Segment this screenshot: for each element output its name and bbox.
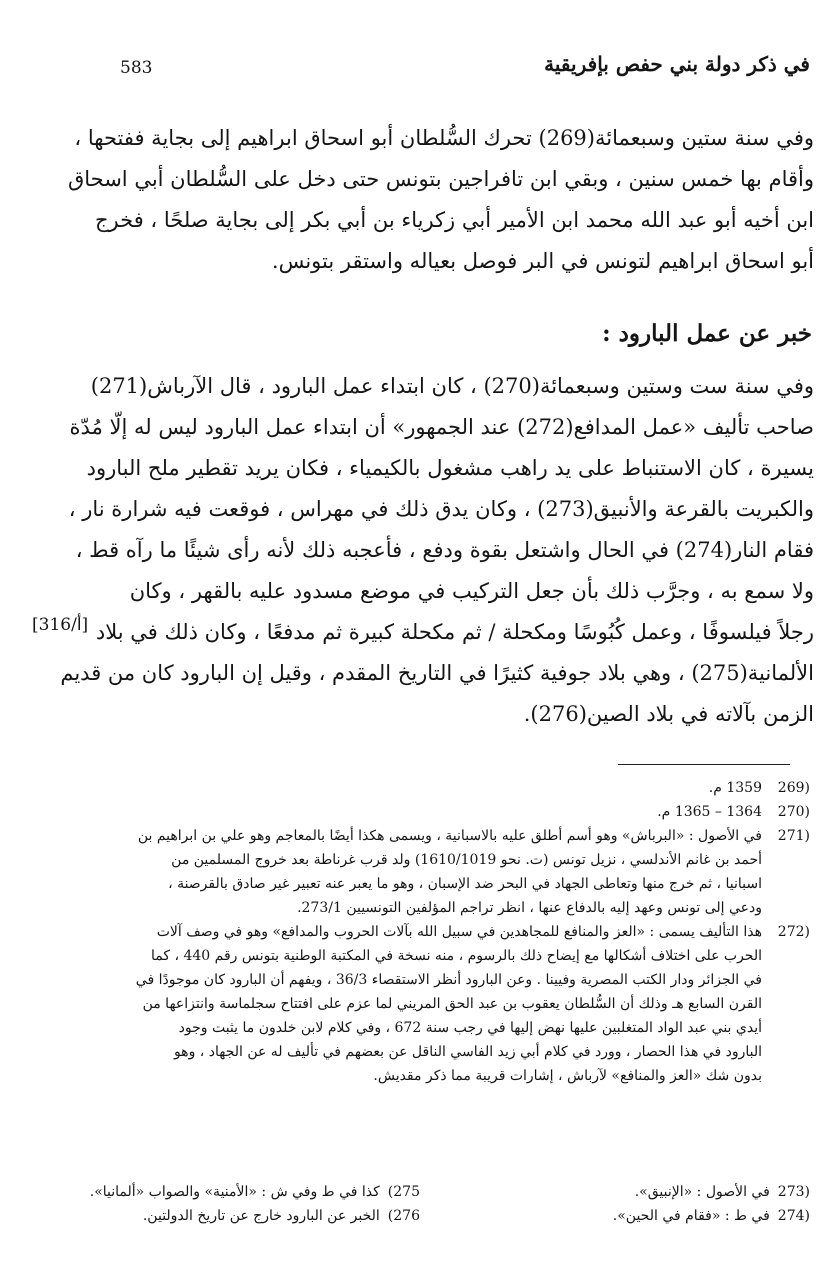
footnote-row: [40, 848, 810, 872]
footnote-text: هذا التأليف يسمى : «العز والمنافع للمجاهدين في سبيل الله بآلات الحروب والمدافع» وهو في وصف آلات: [156, 924, 762, 940]
footnote-text: في الأصول : «الإنبيق».: [634, 1184, 770, 1200]
footnote-row: [40, 992, 810, 1016]
footnote-text: اسبانيا ، ثم خرج منها وتعاطى الجهاد في البحر ضد الإسبان ، وهو ما يعبر عنه تعبير غير صادق بالقرصنة ،: [168, 876, 762, 892]
footnote-number: (272: [777, 924, 810, 940]
footnote-text: بدون شك «العز والمنافع» لآرباش ، إشارات قريبة مما ذكر مقديش.: [373, 1068, 762, 1084]
page-header: [110, 52, 810, 88]
footnote-text: كذا في ط وفي ش : «الأمنية» والصواب «ألمانيا».: [89, 1184, 380, 1200]
footnote-text: ودعي إلى تونس وعهد إليه بالدفاع عنها ، انظر تراجم المؤلفين التونسيين 273/1.: [297, 900, 762, 916]
footnote-number: [770, 1016, 810, 1040]
footnote-row: [40, 944, 810, 968]
footnote-row: [430, 1204, 810, 1228]
folio-marker: [316/أ]: [32, 615, 89, 635]
footnote-text: الحرب على اختلاف أشكالها مع إيضاح ذلك بالرسوم ، منه نسخة في المكتبة الوطنية بتونس رقم 440 ، كما: [151, 948, 762, 964]
footnote-number: [770, 848, 810, 872]
text-line: والكبريت بالقرعة والأنبيق(273) ، وكان يدق ذلك في مهراس ، فوقعت فيه شرارة نار ،: [68, 497, 814, 521]
footnote-row: [40, 872, 810, 896]
footnote-row: [40, 800, 810, 824]
footnote-divider: [618, 764, 790, 765]
text-line: يسيرة ، كان الاستنباط على يد راهب مشغول بالكيمياء ، فكان يريد تقطير ملح البارود: [86, 456, 814, 480]
footnote-column-left: [40, 1180, 420, 1228]
footnote-number: (274: [777, 1208, 810, 1224]
text-line: صاحب تأليف «عمل المدافع(272) عند الجمهور» أن ابتداء عمل البارود ليس له إلّا مُدّة: [69, 415, 814, 439]
footnote-row: [40, 1064, 810, 1088]
footnote-row: [430, 1180, 810, 1204]
text-line: فقام النار(274) في الحال واشتعل بقوة ودفع ، فأعجبه ذلك لأنه رأى شيئًا ما رآه قط ،: [75, 538, 814, 562]
footnote-row: [40, 920, 810, 944]
footnote-row: [40, 896, 810, 920]
footnote-text: البارود في هذا الحصار ، وورد في كلام أبي زيد الفاسي الناقل عن بعضهم في تأليف له عن الجهاد ، وهو: [173, 1044, 762, 1060]
page-number: 583: [120, 58, 153, 78]
footnote-number: [770, 944, 810, 968]
footnote-row: [40, 1016, 810, 1040]
footnote-number: [770, 896, 810, 920]
text-line: الزمن بآلاته في بلاد الصين(276).: [523, 702, 814, 726]
footnote-text: أيدي بني عبد الواد المتغلبين عليها نهض إليها في رجب سنة 672 ، وفي كلام لابن خلدون ما يثبت وجود: [178, 1020, 762, 1036]
running-title: في ذكر دولة بني حفص بإفريقية: [544, 52, 810, 76]
footnote-number: [770, 968, 810, 992]
text-line: الألمانية(275) ، وهي بلاد جوفية كثيرًا في التاريخ المقدم ، وقيل إن البارود كان من قديم: [60, 661, 814, 685]
footnote-text: القرن السابع هـ وذلك أن السُّلطان يعقوب بن عبد الحق المريني لما عزم على افتتاح سجلماسة وانتزاعها من: [142, 996, 762, 1012]
footnote-row: [40, 968, 810, 992]
text-line: وأقام بها خمس سنين ، وبقي ابن تافراجين بتونس حتى دخل على السُّلطان أبي اسحاق: [67, 167, 814, 191]
text-line: وفي سنة ستين وسبعمائة(269) تحرك السُّلطان أبو اسحاق ابراهيم إلى بجاية ففتحها ،: [74, 126, 814, 150]
footnote-number: (269: [777, 780, 810, 796]
footnote-number: (273: [777, 1184, 810, 1200]
footnote-number: (270: [777, 804, 810, 820]
paragraph-2: [24, 366, 814, 735]
footnote-row: [40, 1040, 810, 1064]
footnote-text: في الأصول : «البرباش» وهو أسم أطلق عليه بالاسبانية ، ويسمى هكذا أيضًا بالمعاجم وهو علي بن ابراهيم بن: [137, 828, 762, 844]
text-line: ابن أخيه أبو عبد الله محمد ابن الأمير أبي زكرياء بن أبي بكر إلى بجاية صلحًا ، فخرج: [95, 208, 814, 232]
footnote-text: أحمد بن غانم الأندلسي ، نزيل تونس (ت. نحو 1610/1019) ولد قرب غرناطة بعد خروج المسلمين من: [171, 852, 762, 868]
footnotes: [40, 776, 810, 1088]
footnote-number: [770, 1040, 810, 1064]
section-heading: خبر عن عمل البارود :: [602, 320, 812, 347]
footnote-number: (271: [777, 828, 810, 844]
footnote-number: [770, 872, 810, 896]
paragraph-1: [24, 118, 814, 282]
footnote-text: الخبر عن البارود خارج عن تاريخ الدولتين.: [142, 1208, 380, 1224]
footnote-text: في الجزائر ودار الكتب المصرية وفيينا . وعن البارود أنظر الاستقصاء 36/3 ، ويفهم أن البارود كان موجودًا في: [135, 972, 762, 988]
footnote-number: 275): [387, 1184, 420, 1200]
footnote-column-right: [430, 1180, 810, 1228]
footnote-row: [40, 1180, 420, 1204]
footnote-text: في ط : «فقام في الحين».: [612, 1208, 770, 1224]
footnote-row: [40, 824, 810, 848]
footnote-text: 1359 م.: [708, 780, 762, 796]
text-line: وفي سنة ست وستين وسبعمائة(270) ، كان ابتداء عمل البارود ، قال الآرباش(271): [90, 374, 814, 398]
footnote-number: [770, 1064, 810, 1088]
text-line: ولا سمع به ، وجرَّب ذلك بأن جعل التركيب في موضع مسدود عليه بالقهر ، وكان: [129, 579, 814, 603]
text-line: رجلاً فيلسوفًا ، وعمل كُبُوسًا ومكحلة / ثم مكحلة كبيرة ثم مدفعًا ، وكان ذلك في بلاد: [95, 620, 814, 644]
footnote-number: [770, 992, 810, 1016]
footnote-text: 1364 – 1365 م.: [657, 804, 762, 820]
text-line: أبو اسحاق ابراهيم لتونس في البر فوصل بعياله واستقر بتونس.: [271, 249, 814, 273]
footnote-row: [40, 776, 810, 800]
footnote-number: 276): [387, 1208, 420, 1224]
footnote-row: [40, 1204, 420, 1228]
